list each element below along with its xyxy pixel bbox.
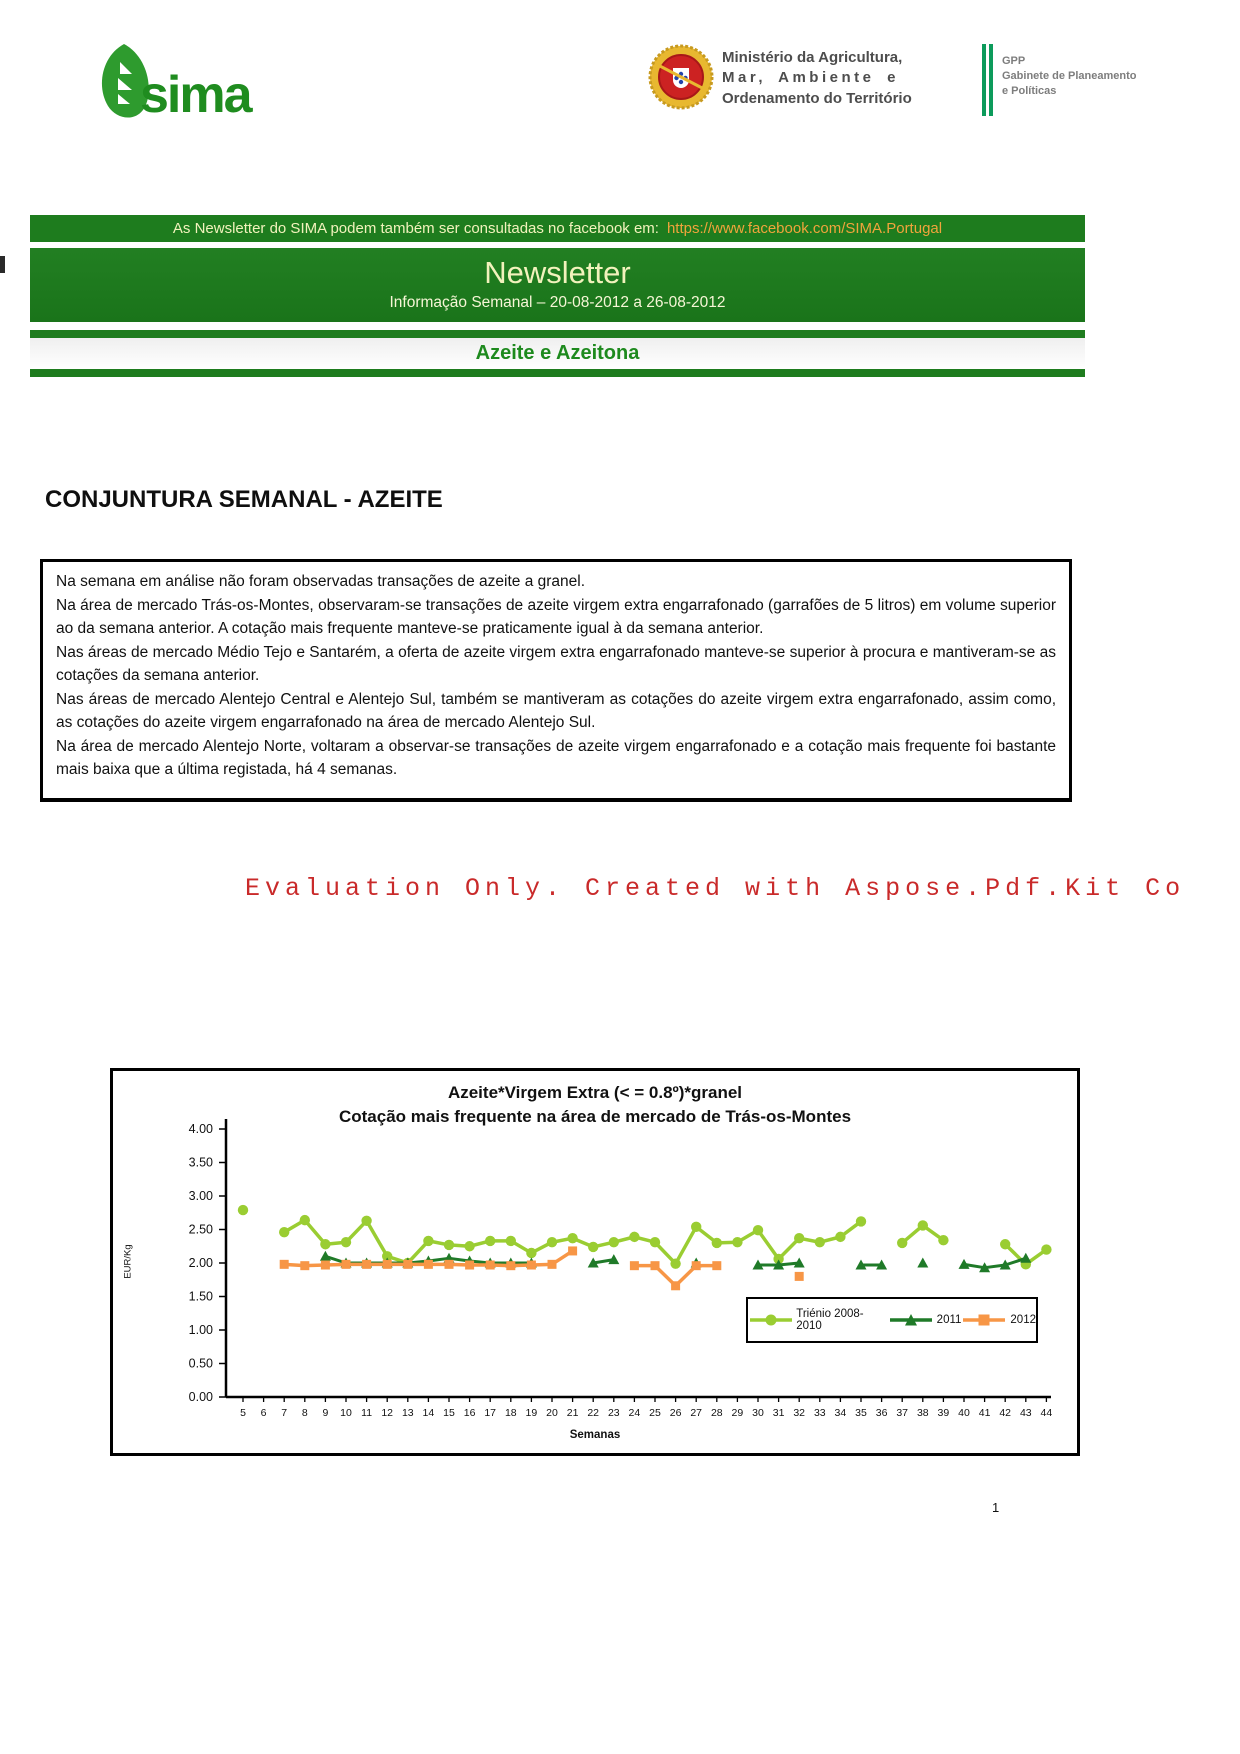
chart-legend [746, 1297, 1038, 1343]
portugal-coat-of-arms-icon [648, 44, 714, 110]
section-title: Azeite e Azeitona [475, 342, 640, 364]
svg-text:39: 39 [937, 1407, 950, 1419]
gpp-line2: e Políticas [1002, 84, 1057, 97]
facebook-banner-text: As Newsletter do SIMA podem também ser consultadas no facebook em: [172, 220, 659, 237]
legend-marker-circle-icon [748, 1313, 793, 1327]
section-banner-top-rule [30, 330, 1085, 338]
chart-title: Azeite*Virgem Extra (< = 0.8º)*granel [447, 1083, 743, 1102]
svg-text:20: 20 [546, 1407, 558, 1419]
svg-text:3.50: 3.50 [188, 1155, 213, 1170]
svg-text:17: 17 [484, 1407, 497, 1419]
svg-text:9: 9 [322, 1407, 329, 1419]
gpp-acronym: GPP [1002, 55, 1026, 67]
svg-text:35: 35 [855, 1407, 867, 1419]
legend-marker-square-icon [961, 1313, 1007, 1327]
ministry-line3: Ordenamento do Território [722, 89, 912, 107]
gpp-name [1002, 54, 1172, 99]
legend-label-2011: 2011 [936, 1314, 962, 1326]
svg-text:41: 41 [978, 1407, 991, 1419]
ministry-name [722, 48, 972, 109]
svg-text:13: 13 [401, 1407, 414, 1419]
svg-text:19: 19 [525, 1407, 538, 1419]
section-banner [30, 330, 1085, 377]
aspose-evaluation-watermark: Evaluation Only. Created with Aspose.Pdf.Kit Co [245, 874, 1186, 903]
gpp-line1: Gabinete de Planeamento [1002, 69, 1137, 82]
svg-text:3.00: 3.00 [188, 1189, 213, 1203]
svg-text:2.00: 2.00 [188, 1256, 213, 1270]
article-heading: CONJUNTURA SEMANAL - AZEITE [45, 486, 443, 513]
svg-text:0.00: 0.00 [188, 1390, 213, 1404]
svg-text:25: 25 [649, 1407, 661, 1419]
svg-text:24: 24 [628, 1407, 641, 1419]
svg-text:2.50: 2.50 [188, 1222, 213, 1237]
sima-logo-text: sima [140, 66, 251, 124]
svg-text:16: 16 [463, 1407, 476, 1419]
facebook-banner [30, 215, 1085, 242]
svg-text:44: 44 [1040, 1407, 1053, 1419]
svg-text:31: 31 [772, 1407, 785, 1419]
paragraph-2: Na área de mercado Trás-os-Montes, observaram-se transações de azeite virgem extra engarrafonado (garrafões de 5 litros) em volume superior ao da semana anterior. A cotação mais frequente manteve-se praticamente igual à da semana anterior. [56, 596, 1056, 637]
svg-text:8: 8 [301, 1407, 308, 1419]
page-edge-artifact [0, 256, 5, 273]
svg-text:30: 30 [752, 1407, 764, 1419]
paragraph-4: Nas áreas de mercado Alentejo Central e Alentejo Sul, também se mantiveram as cotações do azeite virgem extra engarrafonado, assim como, as cotações do azeite virgem engarrafonado na área de mercado Alentejo Sul. [56, 690, 1056, 731]
svg-text:32: 32 [793, 1407, 806, 1419]
svg-text:36: 36 [875, 1407, 888, 1419]
newsletter-title: Newsletter [484, 255, 631, 290]
chart-subtitle: Cotação mais frequente na área de mercado de Trás-os-Montes [338, 1107, 852, 1126]
x-axis-label: Semanas [569, 1429, 621, 1441]
summary-textbox [40, 559, 1072, 802]
facebook-link[interactable]: https://www.facebook.com/SIMA.Portugal [666, 220, 943, 237]
svg-text:33: 33 [813, 1407, 826, 1419]
svg-text:7: 7 [281, 1407, 288, 1419]
paragraph-3: Nas áreas de mercado Médio Tejo e Santarém, a oferta de azeite virgem extra engarrafonado manteve-se superior à procura e mantiveram-se as cotações da semana anterior. [56, 643, 1056, 684]
svg-text:5: 5 [240, 1407, 246, 1419]
svg-text:11: 11 [361, 1407, 373, 1419]
ministry-line1: Ministério da Agricultura, [722, 49, 903, 66]
svg-text:18: 18 [504, 1407, 517, 1419]
y-axis-label: EUR/Kg [122, 1244, 134, 1279]
svg-text:0.50: 0.50 [188, 1356, 213, 1371]
legend-entry-2011 [888, 1313, 962, 1327]
svg-text:40: 40 [958, 1407, 970, 1419]
svg-text:42: 42 [999, 1407, 1012, 1419]
svg-text:1.50: 1.50 [188, 1289, 213, 1304]
svg-text:22: 22 [587, 1407, 600, 1419]
legend-marker-triangle-icon [888, 1313, 934, 1327]
legend-label-trienio: Triénio 2008-2010 [796, 1308, 864, 1332]
section-banner-bottom-rule [30, 369, 1085, 377]
price-chart [110, 1068, 1080, 1456]
svg-text:38: 38 [916, 1407, 929, 1419]
ministry-line2: Mar, Ambiente e [722, 69, 899, 87]
svg-text:14: 14 [422, 1407, 435, 1419]
gpp-divider-bars [982, 44, 994, 116]
svg-text:4.00: 4.00 [188, 1122, 213, 1136]
paragraph-1: Na semana em análise não foram observadas transações de azeite a granel. [56, 573, 586, 590]
page-number: 1 [992, 1500, 1000, 1515]
svg-text:28: 28 [710, 1407, 723, 1419]
legend-entry-trienio [748, 1308, 888, 1332]
svg-text:6: 6 [260, 1407, 267, 1419]
newsletter-masthead [30, 248, 1085, 322]
paragraph-5: Na área de mercado Alentejo Norte, voltaram a observar-se transações de azeite virgem engarrafonado e a cotação mais frequente foi bastante mais baixa que a última registada, há 4 semanas. [56, 737, 1056, 778]
svg-text:23: 23 [607, 1407, 620, 1419]
svg-text:37: 37 [896, 1407, 909, 1419]
newsletter-subtitle: Informação Semanal – 20-08-2012 a 26-08-2012 [389, 294, 726, 311]
svg-text:43: 43 [1019, 1407, 1032, 1419]
legend-entry-2012 [961, 1313, 1036, 1327]
svg-text:29: 29 [731, 1407, 744, 1419]
chart-plot-area [113, 1097, 1077, 1433]
svg-text:10: 10 [340, 1407, 352, 1419]
sima-logo [96, 40, 286, 124]
svg-text:12: 12 [381, 1407, 394, 1419]
svg-text:27: 27 [690, 1407, 703, 1419]
svg-text:34: 34 [834, 1407, 847, 1419]
svg-text:1.00: 1.00 [188, 1323, 213, 1337]
svg-text:15: 15 [443, 1407, 455, 1419]
legend-label-2012: 2012 [1010, 1314, 1036, 1326]
svg-text:26: 26 [669, 1407, 682, 1419]
svg-text:21: 21 [566, 1407, 579, 1419]
